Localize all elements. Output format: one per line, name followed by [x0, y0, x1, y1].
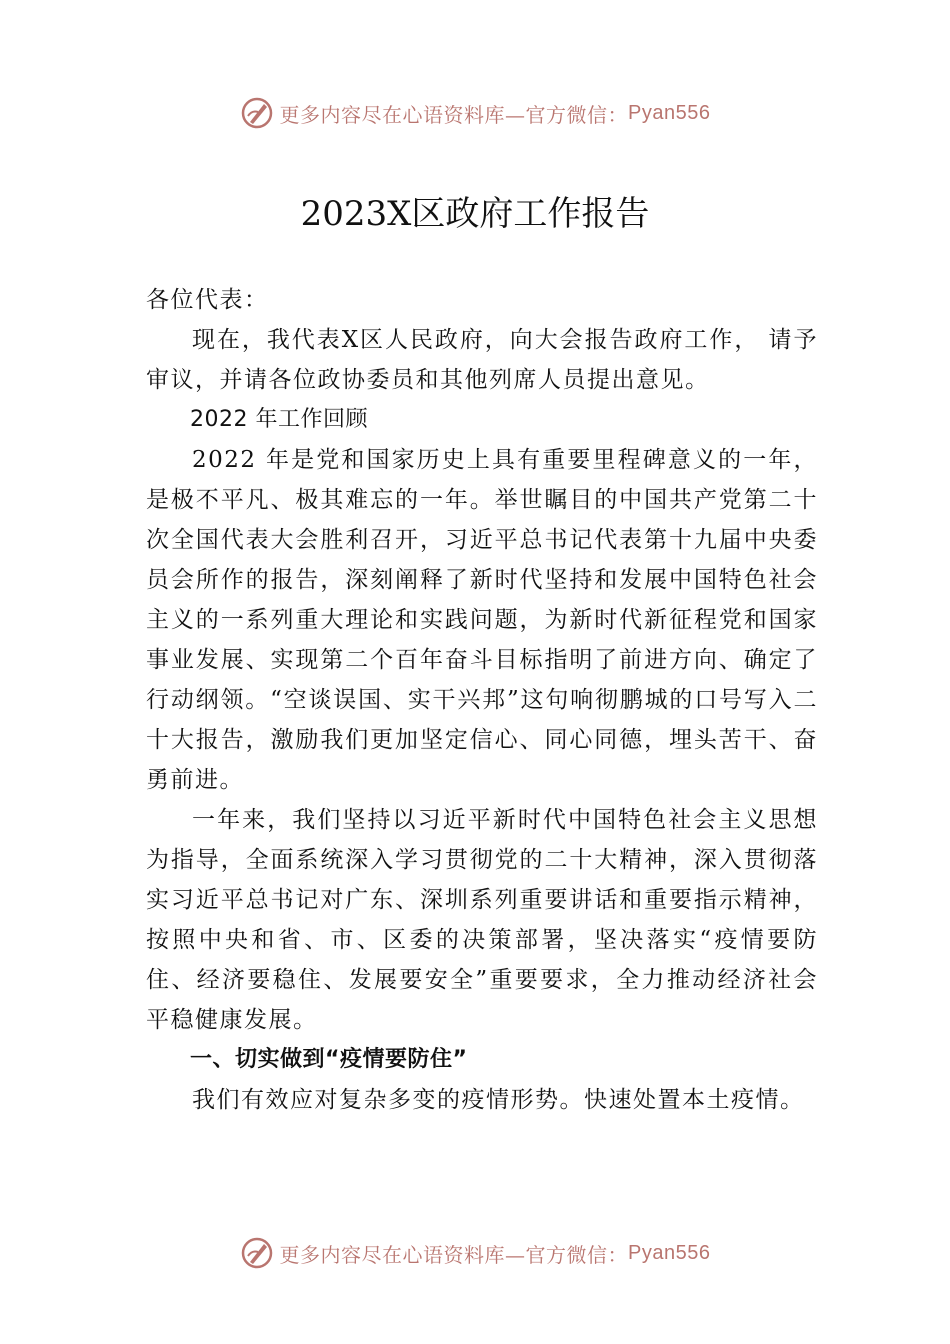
paragraph-intro: 现在，我代表X区人民政府，向大会报告政府工作， 请予审议，并请各位政协委员和其他列席人员提出意见。	[146, 327, 818, 393]
document-title: 2023X区政府工作报告	[300, 194, 650, 234]
section-heading-epidemic: 一、切实做到“疫情要防住”	[190, 1047, 468, 1072]
salutation: 各位代表：	[146, 287, 269, 313]
watermark-wechat-id: Pyan556	[628, 1241, 711, 1264]
watermark-header	[0, 96, 950, 130]
pen-seal-logo-icon	[240, 96, 274, 130]
watermark-footer	[0, 1236, 950, 1270]
paragraph-epidemic: 我们有效应对复杂多变的疫情形势。快速处置本土疫情。	[192, 1087, 805, 1113]
paragraph-year-summary: 一年来，我们坚持以习近平新时代中国特色社会主义思想为指导，全面系统深入学习贯彻党的二十大精神，深入贯彻落实习近平总书记对广东、深圳系列重要讲话和重要指示精神，按照中央和省、市、区委的决策部署，坚决落实“疫情要防住、经济要稳住、发展要安全”重要要求，全力推动经济社会平稳健康发展。	[146, 807, 818, 1033]
watermark-wechat-id: Pyan556	[628, 101, 711, 124]
document-body	[146, 280, 818, 1120]
section-heading-review: 2022 年工作回顾	[190, 407, 368, 432]
watermark-text: 更多内容尽在心语资料库—官方微信：	[279, 102, 629, 127]
watermark-text: 更多内容尽在心语资料库—官方微信：	[279, 1242, 629, 1267]
paragraph-2022: 2022 年是党和国家历史上具有重要里程碑意义的一年，是极不平凡、极其难忘的一年。举世瞩目的中国共产党第二十次全国代表大会胜利召开，习近平总书记代表第十九届中央委员会所作的报告，深刻阐释了新时代坚持和发展中国特色社会主义的一系列重大理论和实践问题，为新时代新征程党和国家事业发展、实现第二个百年奋斗目标指明了前进方向、确定了行动纲领。“空谈误国、实干兴邦”这句响彻鹏城的口号写入二十大报告，激励我们更加坚定信心、同心同德，埋头苦干、奋勇前进。	[146, 447, 818, 793]
pen-seal-logo-icon	[240, 1236, 274, 1270]
